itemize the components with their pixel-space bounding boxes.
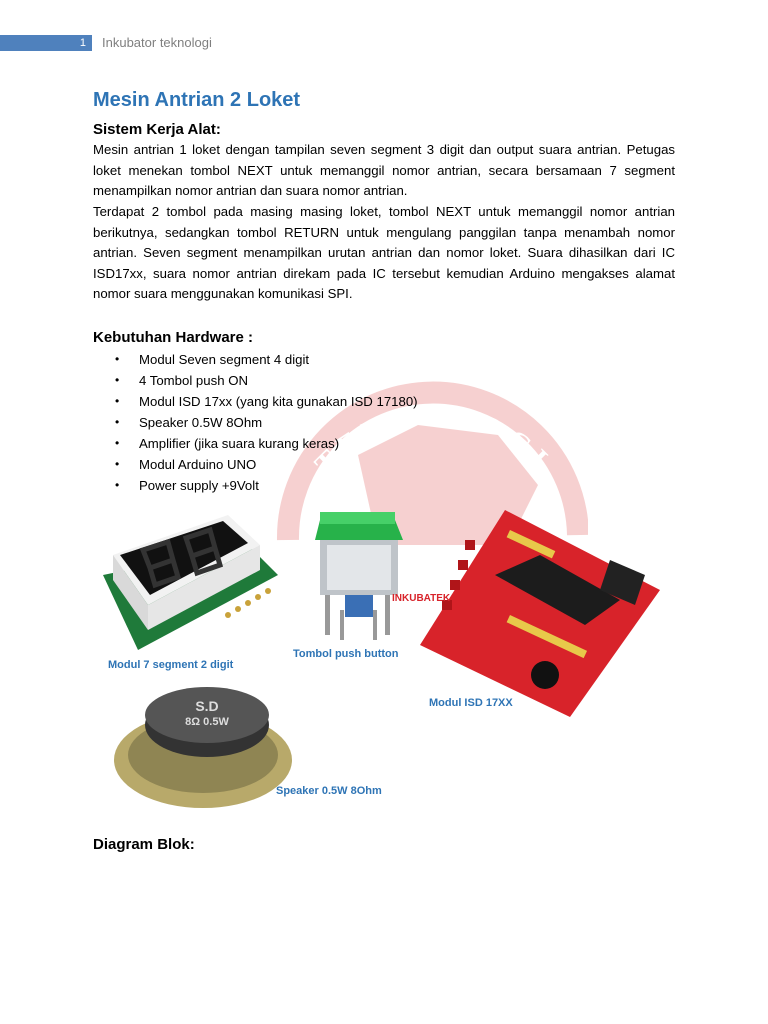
list-item [93, 475, 653, 496]
bullet: • [115, 415, 120, 429]
list-item-text: Speaker 0.5W 8Ohm [139, 415, 263, 430]
bullet: • [115, 352, 120, 366]
push-button-image [305, 510, 410, 645]
list-item [93, 454, 653, 475]
bullet: • [115, 394, 120, 408]
page-number: 1 [79, 37, 86, 49]
section-heading-diagram: Diagram Blok: [93, 836, 195, 853]
list-item-text: Amplifier (jika suara kurang keras) [139, 436, 340, 451]
speaker-label-2: 8Ω 0.5W [185, 716, 229, 728]
section-heading-sistem: Sistem Kerja Alat: [93, 121, 221, 138]
caption-speaker: Speaker 0.5W 8Ohm [276, 785, 382, 797]
paragraph-2: Terdapat 2 tombol pada masing masing loket, tombol NEXT untuk memanggil nomor antrian berikutnya, sedangkan tombol RETURN untuk mengulang panggilan tanpa menambah nomor antrian. Seven segment menampilkan urutan antrian dan nomor loket. Suara dihasilkan dari IC ISD17xx, suara nomor antrian direkam pada IC tersebut kemudian Arduino mengakses alamat nomor suara menggunakan komunikasi SPI. [93, 204, 675, 301]
isd-overlay-label: INKUBATEK [392, 593, 451, 604]
header-title: Inkubator teknologi [102, 35, 212, 50]
speaker-image [112, 685, 294, 810]
list-item [93, 433, 653, 454]
isd-module-image [392, 505, 665, 720]
list-item-text: Modul Arduino UNO [139, 457, 257, 472]
page-title: Mesin Antrian 2 Loket [93, 89, 301, 111]
bullet: • [115, 373, 120, 387]
hardware-list [93, 349, 653, 496]
caption-seven-segment: Modul 7 segment 2 digit [108, 659, 234, 671]
speaker-label-1: S.D [195, 698, 219, 714]
list-item [93, 412, 653, 433]
list-item [93, 391, 653, 412]
list-item-text: Modul ISD 17xx (yang kita gunakan ISD 17180) [139, 394, 418, 409]
watermark-text: TEKNOLOGI [308, 400, 559, 482]
caption-isd-module: Modul ISD 17XX [429, 697, 513, 709]
bullet: • [115, 478, 120, 492]
caption-push-button: Tombol push button [293, 648, 399, 660]
list-item-text: Power supply +9Volt [139, 478, 259, 493]
list-item-text: Modul Seven segment 4 digit [139, 352, 310, 367]
list-item-text: 4 Tombol push ON [139, 373, 248, 388]
list-item [93, 370, 653, 391]
list-item [93, 349, 653, 370]
paragraph-1: Mesin antrian 1 loket dengan tampilan seven segment 3 digit dan output suara antrian. Petugas loket menekan tombol NEXT untuk memanggil nomor antrian, secara bersamaan 7 segment menampilkan nomor antrian dan suara nomor antrian. [93, 142, 675, 198]
seven-segment-module-image [98, 505, 283, 655]
bullet: • [115, 436, 120, 450]
bullet: • [115, 457, 120, 471]
section-heading-hardware: Kebutuhan Hardware : [93, 329, 254, 346]
